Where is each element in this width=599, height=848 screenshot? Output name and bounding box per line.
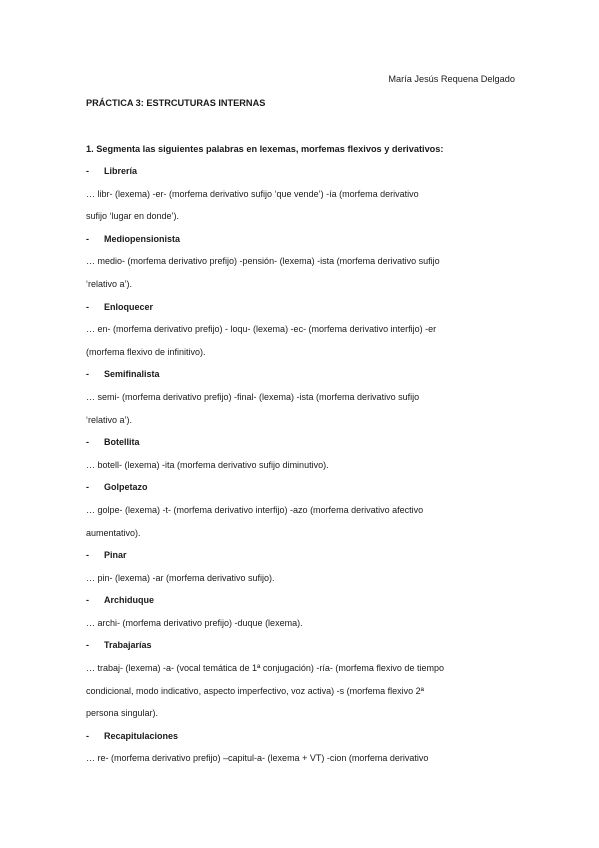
- bullet-dash: -: [86, 595, 89, 606]
- entry-word-label: Golpetazo: [104, 482, 148, 493]
- entry-word: [86, 725, 516, 748]
- entry-word-label: Archiduque: [104, 595, 155, 606]
- entry-word: [86, 431, 516, 454]
- entry-word: [86, 634, 516, 657]
- entry-word-label: Recapitulaciones: [104, 730, 179, 741]
- entry-analysis-line: condicional, modo indicativo, aspecto imperfectivo, voz activa) -s (morfema flexivo 2ª: [86, 685, 424, 696]
- question-heading: 1. Segmenta las siguientes palabras en lexemas, morfemas flexivos y derivativos:: [86, 144, 444, 154]
- entry-word: [86, 589, 516, 612]
- entry-word-label: Trabajarías: [104, 640, 152, 651]
- entry-analysis-line: … archi- (morfema derivativo prefijo) -duque (lexema).: [86, 617, 303, 628]
- entry-word-label: Librería: [104, 166, 138, 176]
- bullet-dash: -: [86, 482, 89, 493]
- entry-word: [86, 160, 516, 183]
- bullet-dash: -: [86, 730, 89, 741]
- entry-analysis-line: … libr- (lexema) -er- (morfema derivativo sufijo ‘que vende’) -ía (morfema derivativo: [86, 188, 419, 199]
- entry-word: [86, 544, 516, 567]
- entry-analysis-line: ‘relativo a’).: [86, 414, 133, 425]
- entry-analysis-line: persona singular).: [86, 708, 159, 719]
- entry-word: [86, 363, 516, 386]
- entry-word-label: Pinar: [104, 550, 127, 561]
- bullet-dash: -: [86, 301, 89, 312]
- entry-analysis-line: … medio- (morfema derivativo prefijo) -pensión- (lexema) -ista (morfema derivativo sufijo: [86, 256, 440, 267]
- page-title: PRÁCTICA 3: ESTRCUTURAS INTERNAS: [86, 98, 266, 108]
- bullet-dash: -: [86, 369, 89, 380]
- entry-analysis-line: ‘relativo a’).: [86, 278, 133, 289]
- entry-word-label: Mediopensionista: [104, 233, 181, 244]
- entry-word: [86, 476, 516, 499]
- entries-list: [86, 160, 516, 770]
- entry-word: [86, 228, 516, 251]
- entry-word-label: Enloquecer: [104, 301, 154, 312]
- entry-analysis-line: sufijo ‘lugar en donde’).: [86, 211, 180, 222]
- bullet-dash: -: [86, 233, 89, 244]
- entry-analysis-line: … semi- (morfema derivativo prefijo) -final- (lexema) -ista (morfema derivativo sufijo: [86, 391, 420, 402]
- entry-analysis-line: … trabaj- (lexema) -a- (vocal temática de 1ª conjugación) -ría- (morfema flexivo de tiempo: [86, 663, 444, 674]
- bullet-dash: -: [86, 550, 89, 561]
- bullet-dash: -: [86, 437, 89, 448]
- entry-analysis-line: … re- (morfema derivativo prefijo) –capitul-a- (lexema + VT) -cion (morfema derivativo: [86, 753, 429, 764]
- entry-word: [86, 296, 516, 319]
- entry-analysis-line: … botell- (lexema) -ita (morfema derivativo sufijo diminutivo).: [86, 459, 329, 470]
- bullet-dash: -: [86, 166, 89, 176]
- entry-analysis-line: aumentativo).: [86, 527, 141, 538]
- entry-analysis-line: (morfema flexivo de infinitivo).: [86, 346, 206, 357]
- bullet-dash: -: [86, 640, 89, 651]
- entry-analysis-line: … pin- (lexema) -ar (morfema derivativo sufijo).: [86, 572, 275, 583]
- entry-analysis-line: … golpe- (lexema) -t- (morfema derivativo interfijo) -azo (morfema derivativo afectivo: [86, 504, 424, 515]
- entry-word-label: Botellita: [104, 437, 140, 448]
- entry-word-label: Semifinalista: [104, 369, 160, 380]
- author-name: María Jesús Requena Delgado: [388, 74, 515, 84]
- entry-analysis-line: … en- (morfema derivativo prefijo) - loqu- (lexema) -ec- (morfema derivativo interfijo) -er: [86, 324, 437, 335]
